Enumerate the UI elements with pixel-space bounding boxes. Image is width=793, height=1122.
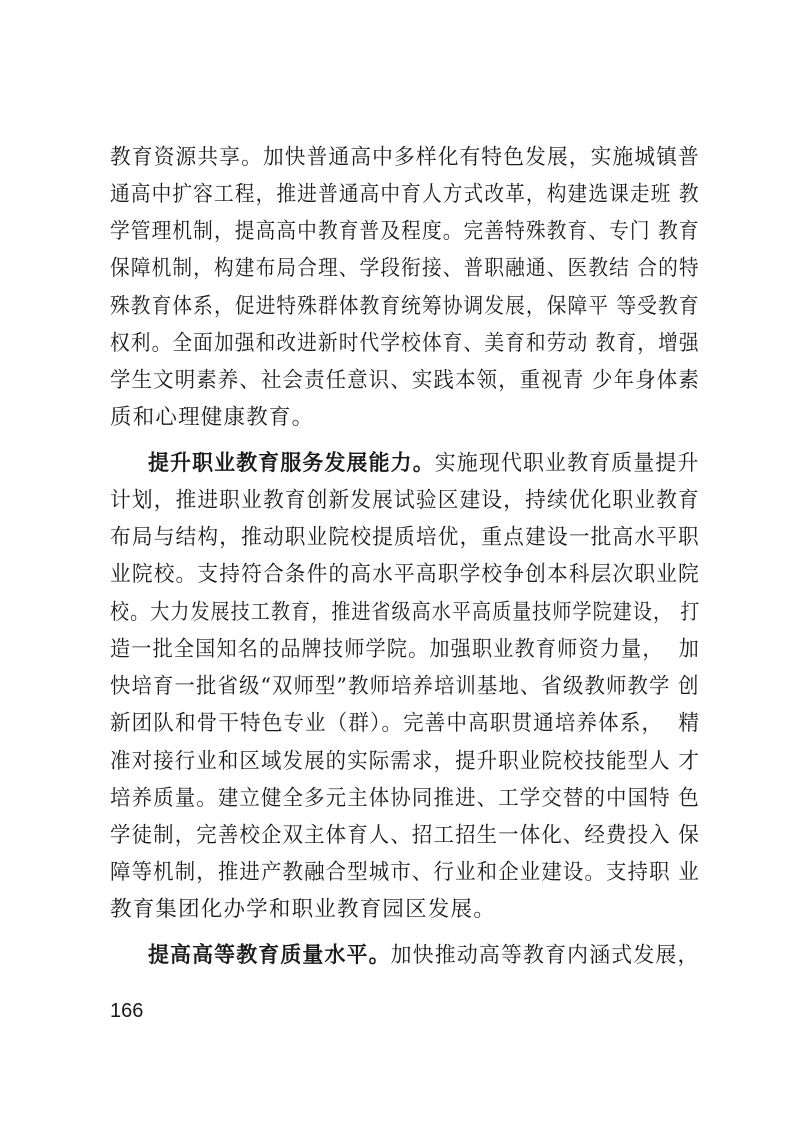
text-run: 实施现代职业教育质量提升 (434, 451, 700, 476)
text-line: 快培育一批省级“双师型”教师培养培训基地、省级教师教学 创 (110, 674, 700, 699)
section-heading: 提升职业教育服务发展能力。 (148, 451, 435, 476)
text-line: 障等机制，推进产教融合型城市、行业和企业建设。支持职 业 (110, 860, 700, 885)
text-line: 质和心理健康教育。 (110, 405, 315, 430)
text-line: 校。大力发展技工教育，推进省级高水平高质量技师学院建设， 打 (110, 600, 701, 625)
text-line: 培养质量。建立健全多元主体协同推进、工学交替的中国特 色 (110, 786, 700, 811)
paragraph-first-line (148, 945, 700, 967)
text-line: 教育资源共享。加快普通高中多样化有特色发展，实施城镇普 (110, 145, 700, 170)
paragraph-first-line (148, 453, 700, 475)
text-line: 殊教育体系，促进特殊群体教育统筹协调发展，保障平 等受教育 (110, 294, 700, 319)
text-line: 学徒制，完善校企双主体育人、招工招生一体化、经费投入 保 (110, 823, 700, 848)
text-line: 造一批全国知名的品牌技师学院。加强职业教育师资力量， 加 (110, 637, 700, 662)
text-line: 布局与结构，推动职业院校提质培优，重点建设一批高水平职 (110, 525, 700, 550)
text-line: 业院校。支持符合条件的高水平高职学校争创本科层次职业院 (110, 562, 700, 587)
section-heading: 提高高等教育质量水平。 (148, 943, 391, 968)
text-line: 计划，推进职业教育创新发展试验区建设，持续优化职业教育 (110, 488, 700, 513)
text-run: 加快推动高等教育内涵式发展， (390, 943, 700, 968)
text-line: 学管理机制，提高高中教育普及程度。完善特殊教育、专门 教育 (110, 219, 700, 244)
text-line: 权利。全面加强和改进新时代学校体育、美育和劳动 教育，增强 (110, 331, 700, 356)
text-line: 教育集团化办学和职业教育园区发展。 (110, 897, 496, 922)
text-line: 新团队和骨干特色专业（群）。完善中高职贯通培养体系， 精 (110, 711, 701, 736)
page-number: 166 (110, 1000, 144, 1022)
text-line: 保障机制，构建布局合理、学段衔接、普职融通、医教结 合的特 (110, 256, 700, 281)
text-line: 学生文明素养、社会责任意识、实践本领，重视青 少年身体素 (110, 368, 700, 393)
text-line: 通高中扩容工程，推进普通高中育人方式改革，构建选课走班 教 (110, 182, 700, 207)
text-line: 准对接行业和区域发展的实际需求，提升职业院校技能型人 才 (110, 749, 700, 774)
